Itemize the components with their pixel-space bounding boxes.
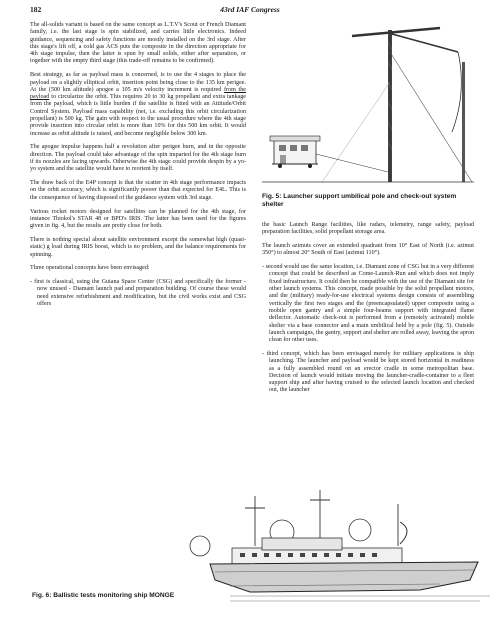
underlined-phrase: from the payload [30, 86, 246, 101]
page-header [30, 5, 470, 17]
paragraph-facilities: the basic Launch Range facilities, like radars, telemetry, range safety, payload preparation facilities, solid propellant storage area. [262, 222, 474, 236]
running-title: 43rd IAF Congress [220, 5, 280, 14]
left-column [30, 22, 246, 315]
paragraph-apogee: The apogee impulse happens half a revolution after perigee burn, and in the opposite direction. The payload could take advantage of the spin imparted for the 4th stage burn if its nozzles are facing upwards. Otherwise the 4th stage could provide despin by a yo-yo system and the satellite would have to reorient by itself. [30, 144, 246, 173]
paragraph-drawback: The draw back of the E4P concept is that the scatter in 4th stage performance impacts on the orbit accuracy, which is significantly poorer than that expected for E4L. This is the consequence of having disposed of the guidance system with 3rd stage. [30, 180, 246, 201]
paragraph-third-concept: - third concept, which has been envisaged merely for military applications is ship launching. The launcher and payload would be kept stored horizontal in readiness as a fully assembled round on an erector cradle in some metropolitan base. Decision of launch would initiate moving the launcher-cradle-container to a fleet support ship and after having cruised to the selected launch location and checked out, the launcher [262, 350, 474, 394]
paragraph-azimuts: The launch azimuts cover an extended quadrant from 10° East of North (i.e. azimut 350°) to almost 20° South of East (azimut 110°). [262, 243, 474, 257]
page-number: 182 [30, 5, 42, 14]
paragraph-second-concept: - second would use the same location, i.e. Diamant zone of CSG but in a very different concept that could be described as Come-Launch-Run and which does not imply fixed infrastructure. It could then be compatible with the use of the Diamant site for other launch systems. This concept, made possible by the solid propellant motors, and the (military) ready-for-use electrical systems design consists of assembling vertically the first two stages and the (preencapsulated) upper composite using a mobile open gantry and a simple four-beams support with integrated flame deflector. Automatic check-out is performed from a (remotely activated) mobile shelter via a base connector and a main umbilical held by a pole (fig. 5). Outside launch campaigns, the gantry, support and shelter are rolled away, leaving the apron clean for other uses. [262, 264, 474, 344]
paragraph-strategy: Best strategy, as far as payload mass is concerned, is to use the 4 stages to place the payload on a slightly elliptical orbit, insertion point being close to the 135 km perigee. At the (500 km altitude) apogee a 105 m/s velocity increment is required from the payload to circularize the orbit. This requires 20 to 30 kg propellant and extra tankage from the payload, which is little burden if the satellite is fitted with an Attitude/Orbit Control System. Payload mass capability (net, i.e. excluding this orbit circularization propellant) is 500 kg. The gain with respect to the usual procedure where the 4th stage provide insertion into circular orbit is more than 10% for this 500 km orbit. It would increase as orbit altitude is raised, and become negligible below 300 km. [30, 72, 246, 137]
paragraph-environment: There is nothing special about satellite environment except the somewhat high (quasi-static) g load during IRIS boost, which is no problem, and the balance requirements for spinning. [30, 236, 246, 258]
figure-6-caption: Fig. 6: Ballistic tests monitoring ship MONGE [30, 591, 230, 601]
right-column [262, 222, 474, 401]
paragraph-motors: Various rocket motors designed for satellites can be planned for the 4th stage, for instance Thiokol's STAR 48 or BPD's IRIS. The latter has been used for the figures given in fig. 4, but the results are pretty close for both. [30, 208, 246, 230]
figure-5-caption: Fig. 5: Launcher support umbilical pole and check-out system shelter [262, 193, 457, 208]
paragraph-all-solids: The all-solids variant is based on the same concept as L.T.V's Scout or French Diamant family, i.e. the last stage is spin stabilized, and carries little electronics. Indeed guidance, sequencing and safety functions are mostly installed on the 3rd stage. After this stage's lift off, a cold gas ACS puts the composite in the direction appropriate for 4th stage impulse, then the latter is spun by small solids, either after separation, or together with the empty third stage (this trade-off remains to be confirmed). [30, 22, 246, 65]
figure-6-illustration [0, 486, 500, 636]
paragraph-first-concept: - first is classical, using the Guiana Space Center (CSG) and specifically the former - now unused - Diamant launch pad and preparation building. Of course these would need extensive refurbishment and modification, but the civil works exist and CSG offers [30, 279, 246, 307]
paragraph-concepts-intro: Three operational concepts have been envisaged: [30, 265, 150, 272]
figure-5-illustration [262, 22, 474, 212]
